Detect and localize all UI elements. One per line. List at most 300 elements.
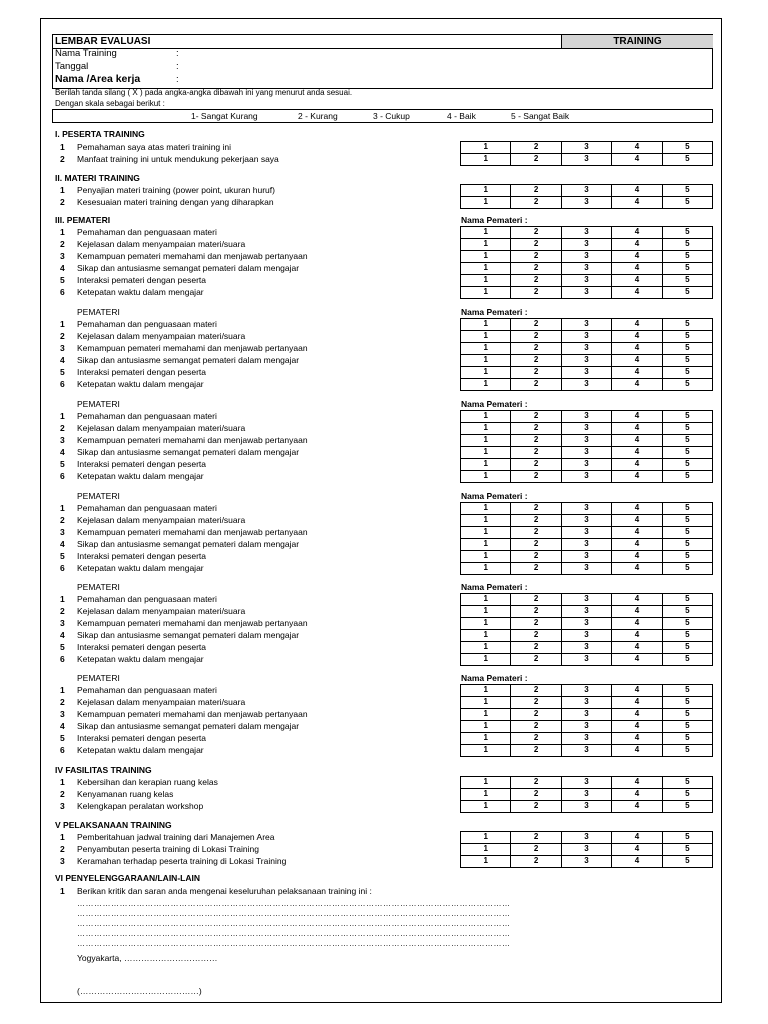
rating-cell[interactable]: 2 (510, 594, 560, 605)
rating-cell[interactable]: 4 (611, 551, 661, 562)
rating-cell[interactable]: 5 (662, 411, 712, 422)
rating-cell[interactable]: 4 (611, 471, 661, 482)
rating-cell[interactable]: 1 (483, 459, 488, 468)
rating-cell[interactable]: 1 (483, 606, 488, 615)
rating-cell[interactable]: 1 (483, 551, 488, 560)
rating-cell[interactable]: 5 (662, 287, 712, 298)
item-number: 6 (60, 471, 65, 481)
rating-cell[interactable]: 5 (662, 379, 712, 390)
rating-cell[interactable]: 3 (561, 355, 611, 366)
rating-cell[interactable]: 1 (483, 685, 488, 694)
item-number: 1 (60, 319, 65, 329)
item-text: Kenyamanan ruang kelas (77, 789, 174, 799)
rating-cell[interactable]: 2 (510, 251, 560, 262)
rating-cell[interactable]: 5 (662, 551, 712, 562)
rating-cell[interactable]: 2 (510, 685, 560, 696)
rating-cell[interactable]: 4 (611, 355, 661, 366)
rating-cell[interactable]: 5 (662, 630, 712, 641)
rating-cell[interactable]: 1 (483, 856, 488, 865)
rating-cell[interactable]: 3 (561, 411, 611, 422)
rating-cell[interactable]: 3 (561, 709, 611, 720)
rating-cell[interactable]: 5 (662, 563, 712, 574)
rating-cell[interactable]: 5 (662, 239, 712, 250)
item-text: Kemampuan pemateri memahami dan menjawab pertanyaan (77, 709, 308, 719)
rating-cell[interactable]: 3 (561, 459, 611, 470)
rating-row (461, 641, 712, 653)
rating-cell[interactable]: 5 (662, 789, 712, 800)
rating-cell[interactable]: 4 (611, 709, 661, 720)
rating-row (461, 434, 712, 446)
item-text: Kesesuaian materi training dengan yang diharapkan (77, 197, 274, 207)
item-number: 3 (60, 856, 65, 866)
rating-cell[interactable]: 3 (561, 379, 611, 390)
rating-cell[interactable]: 2 (510, 709, 560, 720)
rating-cell[interactable]: 5 (662, 227, 712, 238)
rating-cell[interactable]: 2 (510, 856, 560, 867)
rating-cell[interactable]: 3 (561, 594, 611, 605)
rating-cell[interactable]: 4 (611, 367, 661, 378)
rating-cell[interactable]: 2 (510, 503, 560, 514)
rating-cell[interactable]: 2 (510, 447, 560, 458)
scale-item: 1- Sangat Kurang (191, 111, 258, 121)
item-text: Pemahaman dan penguasaan materi (77, 685, 217, 695)
rating-row (461, 330, 712, 342)
rating-cell[interactable]: 4 (611, 263, 661, 274)
rating-cell[interactable]: 4 (611, 721, 661, 732)
rating-cell[interactable]: 5 (662, 539, 712, 550)
rating-cell[interactable]: 2 (510, 459, 560, 470)
rating-cell[interactable]: 1 (483, 801, 488, 810)
rating-cell[interactable]: 4 (611, 527, 661, 538)
item-text: Kebersihan dan kerapian ruang kelas (77, 777, 218, 787)
rating-cell[interactable]: 5 (662, 343, 712, 354)
rating-cell[interactable]: 5 (662, 733, 712, 744)
rating-cell[interactable]: 2 (510, 618, 560, 629)
rating-cell[interactable]: 2 (510, 435, 560, 446)
rating-cell[interactable]: 5 (662, 447, 712, 458)
rating-cell[interactable]: 3 (561, 777, 611, 788)
rating-cell[interactable]: 2 (510, 563, 560, 574)
rating-cell[interactable]: 1 (483, 142, 488, 151)
rating-cell[interactable]: 4 (611, 343, 661, 354)
rating-cell[interactable]: 2 (510, 789, 560, 800)
rating-cell[interactable]: 3 (561, 789, 611, 800)
rating-row (461, 788, 712, 800)
rating-cell[interactable]: 1 (483, 721, 488, 730)
rating-cell[interactable]: 1 (483, 654, 488, 663)
section-title: III. PEMATERI (55, 215, 111, 225)
scale-item: 4 - Baik (447, 111, 476, 121)
rating-cell[interactable]: 5 (662, 263, 712, 274)
comment-line[interactable]: ……………………………………………………………………………………………………………………………………… (77, 909, 511, 918)
rating-cell[interactable]: 4 (611, 606, 661, 617)
rating-table (460, 141, 713, 166)
rating-cell[interactable]: 3 (561, 832, 611, 843)
rating-cell[interactable]: 4 (611, 630, 661, 641)
rating-cell[interactable]: 1 (483, 471, 488, 480)
rating-cell[interactable]: 2 (510, 185, 560, 196)
rating-cell[interactable]: 1 (483, 435, 488, 444)
rating-cell[interactable]: 4 (611, 154, 661, 165)
rating-cell[interactable]: 1 (483, 154, 488, 163)
rating-cell[interactable]: 1 (483, 275, 488, 284)
item-text: Sikap dan antusiasme semangat pemateri dalam mengajar (77, 355, 300, 365)
rating-cell[interactable]: 5 (662, 654, 712, 665)
rating-row (461, 855, 712, 867)
rating-cell[interactable]: 1 (483, 642, 488, 651)
rating-cell[interactable]: 1 (483, 185, 488, 194)
item-number: 3 (60, 618, 65, 628)
rating-cell[interactable]: 2 (510, 197, 560, 208)
rating-cell[interactable]: 5 (662, 471, 712, 482)
item-text: Ketepatan waktu dalam mengajar (77, 654, 204, 664)
rating-cell[interactable]: 3 (561, 503, 611, 514)
item-number: 3 (60, 801, 65, 811)
rating-cell[interactable]: 1 (483, 789, 488, 798)
rating-cell[interactable]: 2 (510, 343, 560, 354)
item-number: 2 (60, 697, 65, 707)
item-number: 6 (60, 563, 65, 573)
rating-cell[interactable]: 3 (561, 471, 611, 482)
item-text: Kejelasan dalam menyampaian materi/suara (77, 423, 246, 433)
rating-cell[interactable]: 1 (483, 355, 488, 364)
rating-cell[interactable]: 5 (662, 423, 712, 434)
rating-cell[interactable]: 2 (510, 539, 560, 550)
rating-row (461, 378, 712, 390)
item-text: Kemampuan pemateri memahami dan menjawab pertanyaan (77, 527, 308, 537)
rating-cell[interactable]: 3 (561, 287, 611, 298)
comment-line[interactable]: ……………………………………………………………………………………………………………………………………… (77, 919, 511, 928)
rating-cell[interactable]: 2 (510, 471, 560, 482)
rating-cell[interactable]: 1 (483, 503, 488, 512)
rating-row (461, 319, 712, 330)
rating-cell[interactable]: 4 (611, 777, 661, 788)
rating-cell[interactable]: 4 (611, 287, 661, 298)
rating-cell[interactable]: 3 (561, 515, 611, 526)
rating-cell[interactable]: 1 (483, 630, 488, 639)
rating-cell[interactable]: 2 (510, 745, 560, 756)
rating-cell[interactable]: 2 (510, 275, 560, 286)
rating-cell[interactable]: 1 (483, 251, 488, 260)
rating-cell[interactable]: 4 (611, 789, 661, 800)
rating-row (461, 720, 712, 732)
rating-cell[interactable]: 3 (561, 551, 611, 562)
comment-line[interactable]: ……………………………………………………………………………………………………………………………………… (77, 929, 511, 938)
rating-cell[interactable]: 2 (510, 801, 560, 812)
comment-line[interactable]: ……………………………………………………………………………………………………………………………………… (77, 899, 511, 908)
rating-cell[interactable]: 3 (561, 733, 611, 744)
nama-pemateri-label: Nama Pemateri : (461, 673, 528, 683)
rating-cell[interactable]: 4 (611, 227, 661, 238)
rating-cell[interactable]: 2 (510, 606, 560, 617)
rating-cell[interactable]: 5 (662, 367, 712, 378)
rating-cell[interactable]: 2 (510, 331, 560, 342)
rating-cell[interactable]: 2 (510, 630, 560, 641)
rating-cell[interactable]: 5 (662, 185, 712, 196)
rating-cell[interactable]: 5 (662, 856, 712, 867)
rating-cell[interactable]: 3 (561, 319, 611, 330)
rating-cell[interactable]: 2 (510, 832, 560, 843)
rating-cell[interactable]: 3 (561, 343, 611, 354)
rating-cell[interactable]: 3 (561, 685, 611, 696)
rating-cell[interactable]: 4 (611, 319, 661, 330)
rating-cell[interactable]: 1 (483, 745, 488, 754)
rating-cell[interactable]: 1 (483, 618, 488, 627)
rating-cell[interactable]: 5 (662, 355, 712, 366)
rating-cell[interactable]: 1 (483, 709, 488, 718)
rating-cell[interactable]: 4 (611, 423, 661, 434)
rating-cell[interactable]: 3 (561, 642, 611, 653)
item-text: Kejelasan dalam menyampaian materi/suara (77, 606, 246, 616)
rating-cell[interactable]: 1 (483, 331, 488, 340)
rating-cell[interactable]: 5 (662, 142, 712, 153)
rating-cell[interactable]: 1 (483, 539, 488, 548)
item-text: Pemahaman saya atas materi training ini (77, 142, 232, 152)
rating-cell[interactable]: 3 (561, 697, 611, 708)
rating-row (461, 196, 712, 208)
rating-cell[interactable]: 5 (662, 618, 712, 629)
rating-cell[interactable]: 5 (662, 275, 712, 286)
rating-cell[interactable]: 4 (611, 594, 661, 605)
item-text: Interaksi pemateri dengan peserta (77, 642, 206, 652)
rating-cell[interactable]: 1 (483, 411, 488, 420)
item-number: 4 (60, 447, 65, 457)
rating-cell[interactable]: 3 (561, 745, 611, 756)
rating-cell[interactable]: 1 (483, 697, 488, 706)
rating-cell[interactable]: 3 (561, 251, 611, 262)
item-text: Penyajian materi training (power point, ukuran huruf) (77, 185, 275, 195)
item-number: 5 (60, 551, 65, 561)
rating-row (461, 446, 712, 458)
rating-cell[interactable]: 3 (561, 539, 611, 550)
rating-cell[interactable]: 4 (611, 801, 661, 812)
rating-cell[interactable]: 5 (662, 594, 712, 605)
rating-cell[interactable]: 1 (483, 287, 488, 296)
rating-cell[interactable]: 3 (561, 563, 611, 574)
rating-cell[interactable]: 1 (483, 367, 488, 376)
rating-cell[interactable]: 5 (662, 503, 712, 514)
rating-cell[interactable]: 4 (611, 745, 661, 756)
rating-cell[interactable]: 3 (561, 618, 611, 629)
rating-cell[interactable]: 3 (561, 654, 611, 665)
item-number: 2 (60, 154, 65, 164)
rating-cell[interactable]: 2 (510, 154, 560, 165)
rating-cell[interactable]: 2 (510, 777, 560, 788)
rating-cell[interactable]: 5 (662, 832, 712, 843)
rating-cell[interactable]: 1 (483, 197, 488, 206)
rating-cell[interactable]: 4 (611, 185, 661, 196)
rating-cell[interactable]: 1 (483, 423, 488, 432)
item-text: Sikap dan antusiasme semangat pemateri dalam mengajar (77, 447, 300, 457)
rating-cell[interactable]: 1 (483, 777, 488, 786)
signature-line: (……………………………………) (77, 986, 202, 996)
rating-cell[interactable]: 5 (662, 331, 712, 342)
rating-cell[interactable]: 5 (662, 459, 712, 470)
rating-cell[interactable]: 2 (510, 142, 560, 153)
rating-cell[interactable]: 2 (510, 515, 560, 526)
rating-cell[interactable]: 3 (561, 185, 611, 196)
rating-cell[interactable]: 1 (483, 594, 488, 603)
rating-cell[interactable]: 1 (483, 527, 488, 536)
rating-cell[interactable]: 2 (510, 733, 560, 744)
item-text: Sikap dan antusiasme semangat pemateri dalam mengajar (77, 539, 300, 549)
scale-item: 2 - Kurang (298, 111, 338, 121)
rating-cell[interactable]: 5 (662, 515, 712, 526)
rating-cell[interactable]: 3 (561, 606, 611, 617)
rating-row (461, 153, 712, 165)
rating-cell[interactable]: 5 (662, 154, 712, 165)
rating-cell[interactable]: 3 (561, 331, 611, 342)
rating-cell[interactable]: 5 (662, 697, 712, 708)
rating-cell[interactable]: 5 (662, 251, 712, 262)
rating-cell[interactable]: 3 (561, 721, 611, 732)
rating-cell[interactable]: 5 (662, 319, 712, 330)
item-text: Sikap dan antusiasme semangat pemateri dalam mengajar (77, 630, 300, 640)
rating-cell[interactable]: 3 (561, 227, 611, 238)
rating-cell[interactable]: 5 (662, 685, 712, 696)
rating-cell[interactable]: 5 (662, 197, 712, 208)
rating-cell[interactable]: 5 (662, 777, 712, 788)
rating-cell[interactable]: 3 (561, 275, 611, 286)
rating-cell[interactable]: 3 (561, 423, 611, 434)
item-number: 3 (60, 343, 65, 353)
rating-cell[interactable]: 4 (611, 856, 661, 867)
rating-cell[interactable]: 4 (611, 832, 661, 843)
rating-cell[interactable]: 1 (483, 447, 488, 456)
rating-table (460, 776, 713, 813)
rating-cell[interactable]: 3 (561, 197, 611, 208)
rating-cell[interactable]: 4 (611, 197, 661, 208)
rating-row (461, 250, 712, 262)
rating-cell[interactable]: 2 (510, 355, 560, 366)
rating-cell[interactable]: 2 (510, 527, 560, 538)
rating-cell[interactable]: 2 (510, 367, 560, 378)
item-number: 1 (60, 685, 65, 695)
rating-cell[interactable]: 3 (561, 142, 611, 153)
rating-cell[interactable]: 2 (510, 844, 560, 855)
rating-cell[interactable]: 4 (611, 142, 661, 153)
rating-cell[interactable]: 3 (561, 801, 611, 812)
rating-cell[interactable]: 4 (611, 275, 661, 286)
comment-line[interactable]: ……………………………………………………………………………………………………………………………………… (77, 939, 511, 948)
rating-cell[interactable]: 2 (510, 263, 560, 274)
item-number: 6 (60, 379, 65, 389)
rating-cell[interactable]: 4 (611, 435, 661, 446)
item-number: 2 (60, 423, 65, 433)
rating-cell[interactable]: 4 (611, 251, 661, 262)
pemateri-subtitle: PEMATERI (77, 582, 120, 592)
rating-cell[interactable]: 3 (561, 844, 611, 855)
rating-cell[interactable]: 5 (662, 435, 712, 446)
rating-cell[interactable]: 4 (611, 733, 661, 744)
rating-row (461, 653, 712, 665)
rating-cell[interactable]: 3 (561, 435, 611, 446)
rating-cell[interactable]: 5 (662, 745, 712, 756)
rating-cell[interactable]: 5 (662, 606, 712, 617)
rating-cell[interactable]: 2 (510, 319, 560, 330)
rating-cell[interactable]: 1 (483, 343, 488, 352)
rating-row (461, 777, 712, 788)
rating-cell[interactable]: 4 (611, 447, 661, 458)
rating-cell[interactable]: 4 (611, 411, 661, 422)
rating-cell[interactable]: 4 (611, 239, 661, 250)
rating-cell[interactable]: 2 (510, 551, 560, 562)
rating-cell[interactable]: 4 (611, 654, 661, 665)
rating-cell[interactable]: 2 (510, 642, 560, 653)
rating-cell[interactable]: 1 (483, 379, 488, 388)
rating-cell[interactable]: 4 (611, 331, 661, 342)
rating-cell[interactable]: 5 (662, 721, 712, 732)
rating-cell[interactable]: 1 (483, 319, 488, 328)
rating-cell[interactable]: 1 (483, 239, 488, 248)
rating-cell[interactable]: 2 (510, 227, 560, 238)
rating-cell[interactable]: 3 (561, 239, 611, 250)
rating-cell[interactable]: 4 (611, 563, 661, 574)
rating-cell[interactable]: 3 (561, 154, 611, 165)
rating-cell[interactable]: 2 (510, 721, 560, 732)
item-text: Pemahaman dan penguasaan materi (77, 503, 217, 513)
rating-cell[interactable]: 3 (561, 856, 611, 867)
rating-cell[interactable]: 2 (510, 239, 560, 250)
rating-cell[interactable]: 3 (561, 447, 611, 458)
rating-cell[interactable]: 5 (662, 642, 712, 653)
rating-cell[interactable]: 4 (611, 685, 661, 696)
rating-cell[interactable]: 3 (561, 527, 611, 538)
rating-cell[interactable]: 1 (483, 832, 488, 841)
rating-cell[interactable]: 3 (561, 367, 611, 378)
rating-cell[interactable]: 3 (561, 263, 611, 274)
rating-cell[interactable]: 5 (662, 844, 712, 855)
rating-cell[interactable]: 1 (483, 733, 488, 742)
rating-cell[interactable]: 3 (561, 630, 611, 641)
rating-cell[interactable]: 4 (611, 697, 661, 708)
rating-row (461, 629, 712, 641)
rating-cell[interactable]: 2 (510, 379, 560, 390)
rating-cell[interactable]: 1 (483, 844, 488, 853)
rating-cell[interactable]: 5 (662, 709, 712, 720)
rating-cell[interactable]: 2 (510, 411, 560, 422)
rating-cell[interactable]: 2 (510, 654, 560, 665)
rating-cell[interactable]: 1 (483, 263, 488, 272)
rating-cell[interactable]: 1 (483, 227, 488, 236)
rating-cell[interactable]: 2 (510, 287, 560, 298)
rating-cell[interactable]: 4 (611, 503, 661, 514)
rating-cell[interactable]: 4 (611, 618, 661, 629)
nama-pemateri-label: Nama Pemateri : (461, 491, 528, 501)
rating-row (461, 227, 712, 238)
rating-cell[interactable]: 5 (662, 801, 712, 812)
item-number: 1 (60, 832, 65, 842)
rating-row (461, 696, 712, 708)
nama-pemateri-label: Nama Pemateri : (461, 215, 528, 225)
rating-cell[interactable]: 4 (611, 539, 661, 550)
rating-cell[interactable]: 4 (611, 459, 661, 470)
rating-cell[interactable]: 1 (483, 515, 488, 524)
field-nama-training: Nama Training (55, 48, 117, 59)
rating-cell[interactable]: 4 (611, 844, 661, 855)
rating-cell[interactable]: 5 (662, 527, 712, 538)
rating-cell[interactable]: 4 (611, 642, 661, 653)
item-text: Kejelasan dalam menyampaian materi/suara (77, 697, 246, 707)
rating-cell[interactable]: 2 (510, 423, 560, 434)
item-text: Pemahaman dan penguasaan materi (77, 411, 217, 421)
rating-cell[interactable]: 4 (611, 515, 661, 526)
rating-row (461, 562, 712, 574)
rating-cell[interactable]: 2 (510, 697, 560, 708)
rating-cell[interactable]: 4 (611, 379, 661, 390)
item-text: Ketepatan waktu dalam mengajar (77, 563, 204, 573)
rating-cell[interactable]: 1 (483, 563, 488, 572)
